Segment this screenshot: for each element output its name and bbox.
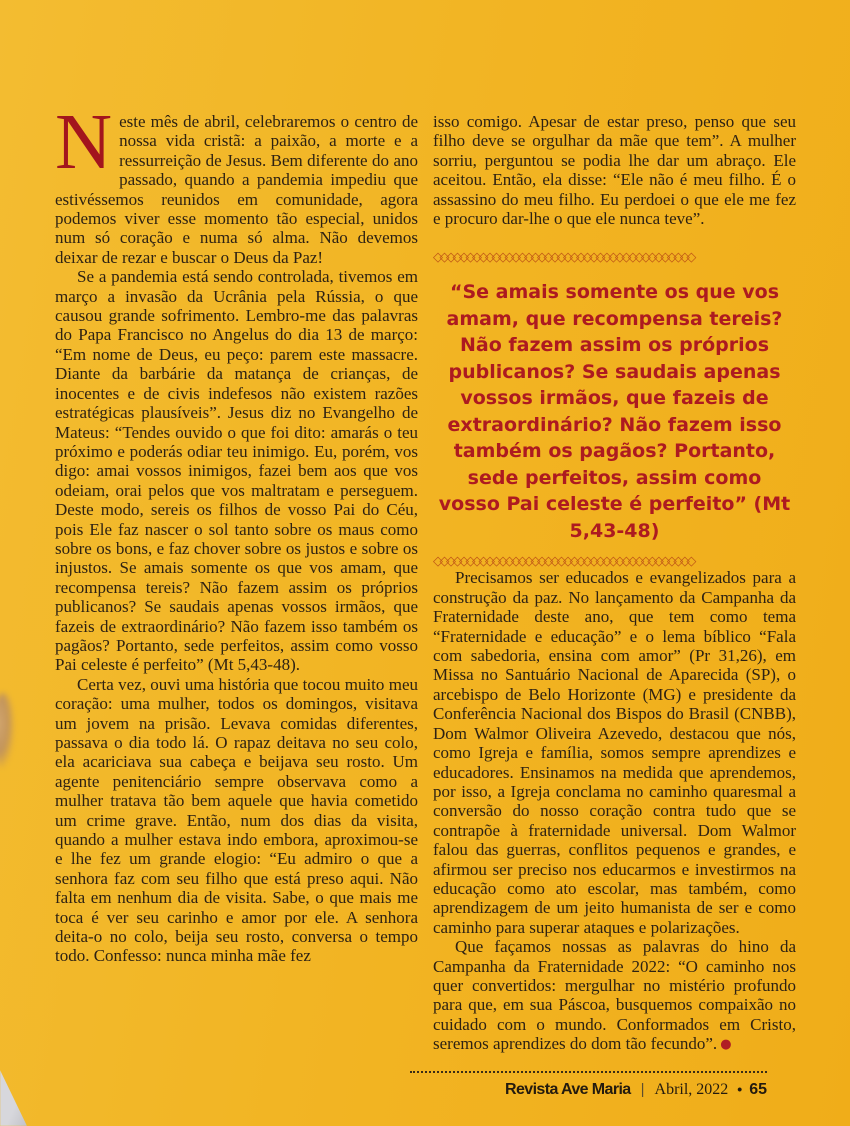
paragraph-education: Precisamos ser educados e evangelizados para a construção da paz. No lançamento da Campanha da Fraternidade deste ano, que tem como tema “Fraternidade e educação” e o lema bíblico “Fala com sabedoria, ensina com amor” (Pr 31,26), em Missa no Santuário Nacional de Aparecida (SP), o arcebispo de Belo Horizonte (MG) e presidente da Conferência Nacional dos Bispos do Brasil (CNBB), Dom Walmor Oliveira Azevedo, destacou que nós, como Igreja e família, somos sempre aprendizes e educadores. Ensinamos na medida que aprendemos, por isso, a Igreja conclama no caminho quaresmal a conversão do nosso coração contra tudo que se contrapõe à fraternidade universal. Dom Walmor falou das guerras, conflitos pequenos e grandes, e afirmou ser preciso nos educarmos e investirmos na educação como ato escolar, mas também, como aprendizagem de um jeito humanista de ser e como caminho para superar ataques e polarizações. (433, 568, 796, 937)
paragraph-pandemic: Se a pandemia está sendo controlada, tivemos em março a invasão da Ucrânia pela Rússia, o que causou grande sofrimento. Lembro-me das palavras do Papa Francisco no Angelus do dia 13 de março: “Em nome de Deus, eu peço: parem este massacre. Diante da barbárie da matança de crianças, de inocentes e de civis indefesos não existem razões estratégicas plausíveis”. Jesus diz no Evangelho de Mateus: “Tendes ouvido o que foi dito: amarás o teu próximo e poderás odiar teu inimigo. Eu, porém, vos digo: amai vossos inimigos, fazei bem aos que vos odeiam, orai pelos que vos maltratam e perseguem. Deste modo, sereis os filhos de vosso Pai do Céu, pois Ele faz nascer o sol tanto sobre os maus como sobre os bons, e faz chover sobre os justos e sobre os injustos. Se amais somente os que vos amam, que recompensa tereis? Não fazem assim os próprios publicanos? Se saudais apenas vossos irmãos, que fazeis de extraordinário? Não fazem isso também os pagãos? Portanto, sede perfeitos, assim como vosso Pai celeste é perfeito” (Mt 5,43-48). (55, 267, 418, 675)
footer-dot: • (737, 1081, 743, 1097)
diamond-ornament-divider-top: ◇◇◇◇◇◇◇◇◇◇◇◇◇◇◇◇◇◇◇◇◇◇◇◇◇◇◇◇◇◇◇◇◇◇◇◇◇◇◇◇ (433, 251, 693, 265)
article-end-dot: ● (720, 1037, 732, 1053)
paragraph-intro-text: este mês de abril, celebraremos o centro de nossa vida cristã: a paixão, a morte e a ressurreição de Jesus. Bem diferente do ano passado, quando a pandemia impediu que estivéssemos reunidos em comunidade, agora podemos viver esse momento tão especial, unidos num só coração e numa só alma. Não devemos deixar de rezar e buscar o Deus da Paz! (55, 112, 418, 267)
paragraph-closing (433, 937, 796, 1054)
diamond-ornament-divider-bottom: ◇◇◇◇◇◇◇◇◇◇◇◇◇◇◇◇◇◇◇◇◇◇◇◇◇◇◇◇◇◇◇◇◇◇◇◇◇◇◇◇ (433, 555, 693, 569)
magazine-title: Revista Ave Maria (505, 1081, 631, 1098)
footer (410, 1081, 767, 1099)
page-curl-corner (0, 1070, 27, 1126)
issue-date: Abril, 2022 (654, 1081, 729, 1098)
footer-separator: | (640, 1081, 645, 1098)
paragraph-story-continued: isso comigo. Apesar de estar preso, penso que seu filho deve se orgulhar da mãe que tem”. A mulher sorriu, perguntou se podia lhe dar um abraço. Ele aceitou. Então, ela disse: “Ele não é meu filho. É o assassino do meu filho. Eu perdoei o que ele me fez e procuro dar-lhe o que ele nunca teve”. (433, 112, 796, 229)
pull-quote: “Se amais somente os que vos amam, que recompensa tereis? Não fazem assim os próprios publicanos? Se saudais apenas vossos irmãos, que fazeis de extraordinário? Não fazem isso também os pagãos? Portanto, sede perfeitos, assim como vosso Pai celeste é perfeito” (Mt 5,43-48) (438, 281, 791, 542)
paragraph-closing-text: Que façamos nossas as palavras do hino da Campanha da Fraternidade 2022: “O caminho nos quer convertidos: mergulhar no mistério profundo para que, em sua Páscoa, busquemos compaixão no cuidado com o mundo. Conformados em Cristo, seremos aprendizes do dom tão fecundo”. (433, 937, 796, 1054)
footer-dotted-rule (410, 1071, 767, 1073)
paragraph-intro (55, 99, 418, 267)
drop-cap-letter: N (55, 99, 113, 186)
page-number: 65 (749, 1081, 767, 1098)
paragraph-story: Certa vez, ouvi uma história que tocou muito meu coração: uma mulher, todos os domingos, visitava um jovem na prisão. Levava comidas diferentes, passava o dia todo lá. O rapaz deitava no seu colo, ela acariciava sua cabeça e beijava seu rosto. Um agente penitenciário sempre observava como a mulher tratava tão bem aquele que havia cometido um crime grave. Então, num dos dias da visita, quando a mulher estava indo embora, aproximou-se e lhe fez um grande elogio: “Eu admiro o que a senhora faz com seu filho que está preso aqui. Não falta em nenhum dia de visita. Sabe, o que mais me toca é ver seu carinho e amor por ele. A senhora deita-o no colo, beija seu rosto, conversa o tempo todo. Confesso: nunca minha mãe fez (55, 674, 418, 966)
right-column (433, 112, 796, 1055)
photo-fragment (0, 693, 14, 769)
left-column (55, 99, 418, 966)
